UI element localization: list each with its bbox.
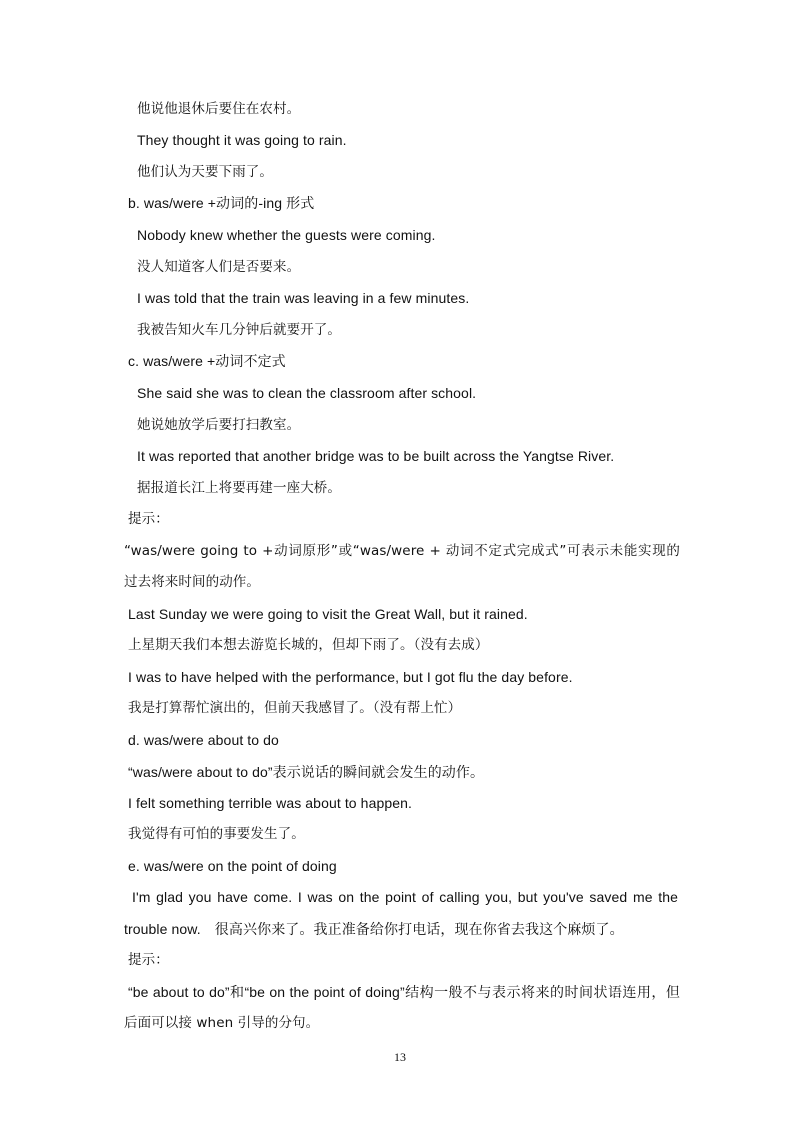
text-line: “was/were going to +动词原形”或“was/were + 动词不定式完成式”可表示未能实现的 — [124, 543, 680, 559]
subheading: e. was/were on the point of doing — [128, 858, 337, 874]
text-line: 我是打算帮忙演出的，但前天我感冒了。（没有帮上忙） — [128, 700, 462, 716]
text-line: They thought it was going to rain. — [137, 132, 347, 148]
tip-heading: 提示： — [128, 511, 169, 527]
text-line: “was/were about to do”表示说话的瞬间就会发生的动作。 — [128, 764, 485, 780]
text-line: 据报道长江上将要再建一座大桥。 — [137, 480, 341, 496]
text-line: I'm glad you have come. I was on the point of calling you, but you've saved me the — [132, 889, 678, 905]
subheading: d. was/were about to do — [128, 732, 279, 748]
text-line: She said she was to clean the classroom after school. — [137, 385, 477, 401]
tip-heading: 提示： — [128, 952, 169, 968]
text-line: 过去将来时间的动作。 — [124, 574, 260, 590]
text-line: 她说她放学后要打扫教室。 — [137, 417, 301, 433]
text-line: 他们认为天要下雨了。 — [137, 164, 273, 180]
text-line: trouble now. 很高兴你来了。我正准备给你打电话，现在你省去我这个麻烦了。 — [124, 921, 624, 937]
page-number: 13 — [394, 1050, 406, 1064]
text-line: 我被告知火车几分钟后就要开了。 — [137, 322, 341, 338]
text-line: I was told that the train was leaving in a few minutes. — [137, 290, 470, 306]
text-line: It was reported that another bridge was to be built across the Yangtse River. — [137, 448, 615, 464]
text-line: 我觉得有可怕的事要发生了。 — [128, 826, 305, 842]
text-line: Last Sunday we were going to visit the Great Wall, but it rained. — [128, 606, 528, 622]
text-line: I felt something terrible was about to happen. — [128, 795, 412, 811]
text-line: 他说他退休后要住在农村。 — [137, 101, 301, 117]
text-line: 后面可以接 when 引导的分句。 — [124, 1015, 320, 1031]
text-line: 没人知道客人们是否要来。 — [137, 259, 301, 275]
text-line: “be about to do”和“be on the point of doing”结构一般不与表示将来的时间状语连用，但 — [128, 984, 680, 1000]
text-line: 上星期天我们本想去游览长城的，但却下雨了。（没有去成） — [128, 637, 489, 653]
text-line: Nobody knew whether the guests were coming. — [137, 227, 436, 243]
text-line: I was to have helped with the performance, but I got flu the day before. — [128, 669, 573, 685]
subheading: b. was/were +动词的-ing 形式 — [128, 195, 315, 211]
subheading: c. was/were +动词不定式 — [128, 353, 286, 369]
